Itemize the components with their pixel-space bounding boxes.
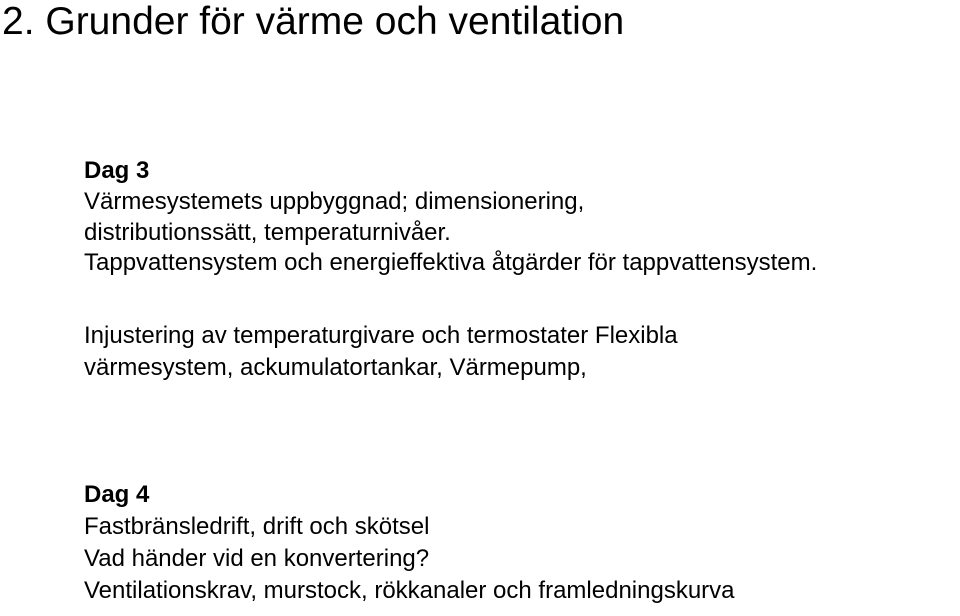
day3-paragraph2-line-2: värmesystem, ackumulatortankar, Värmepump, bbox=[84, 354, 587, 381]
day3-paragraph-2 bbox=[84, 320, 678, 384]
day3-line-2: distributionssätt, temperaturnivåer. bbox=[84, 219, 451, 246]
page-title: 2. Grunder för värme och ventilation bbox=[2, 0, 625, 43]
day4-line-2: Vad händer vid en konvertering? bbox=[84, 545, 430, 572]
day4-line-3: Ventilationskrav, murstock, rökkanaler och framledningskurva bbox=[84, 577, 735, 604]
day3-heading: Dag 3 bbox=[84, 157, 150, 184]
day4-line-1: Fastbränsledrift, drift och skötsel bbox=[84, 513, 430, 540]
day4-section bbox=[84, 479, 735, 607]
day3-section bbox=[84, 155, 817, 278]
day4-heading: Dag 4 bbox=[84, 481, 150, 508]
day3-line-3: Tappvattensystem och energieffektiva åtgärder för tappvattensystem. bbox=[84, 249, 818, 276]
day3-paragraph2-line-1: Injustering av temperaturgivare och termostater Flexibla bbox=[84, 322, 678, 349]
day3-line-1: Värmesystemets uppbyggnad; dimensionering, bbox=[84, 188, 585, 215]
